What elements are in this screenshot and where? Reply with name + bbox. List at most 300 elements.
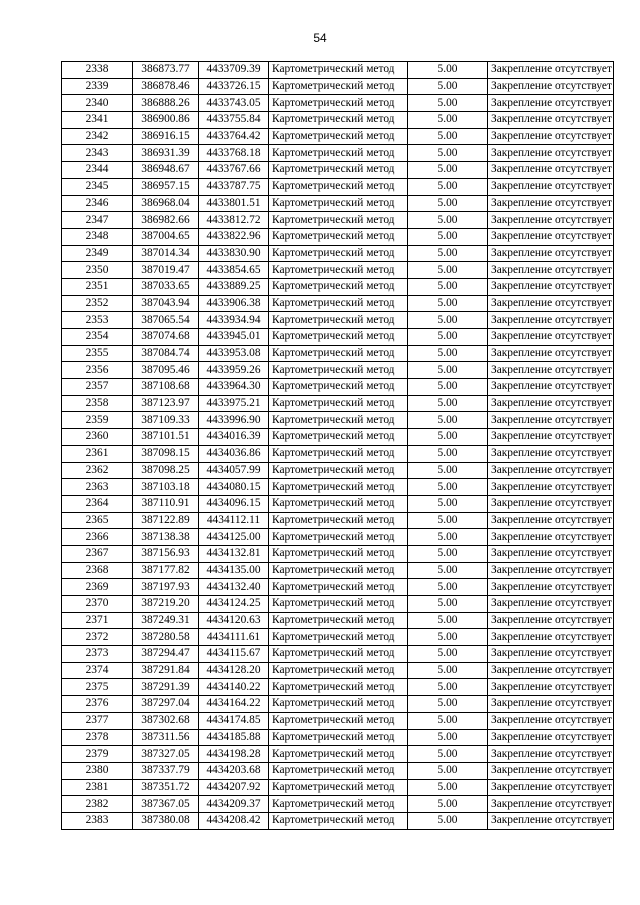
method-cell: Картометрический метод [269,95,408,112]
error-cell: 5.00 [408,462,488,479]
table-row [62,545,614,562]
x-coordinate-cell: 387065.54 [133,312,199,329]
y-coordinate-cell: 4434207.92 [199,779,269,796]
fixing-cell: Закрепление отсутствует [488,295,614,312]
point-number-cell: 2377 [62,712,133,729]
y-coordinate-cell: 4433768.18 [199,145,269,162]
y-coordinate-cell: 4433764.42 [199,128,269,145]
table-row [62,295,614,312]
x-coordinate-cell: 387351.72 [133,779,199,796]
method-cell: Картометрический метод [269,228,408,245]
point-number-cell: 2343 [62,145,133,162]
y-coordinate-cell: 4434164.22 [199,696,269,713]
fixing-cell: Закрепление отсутствует [488,696,614,713]
table-row [62,779,614,796]
point-number-cell: 2353 [62,312,133,329]
method-cell: Картометрический метод [269,145,408,162]
error-cell: 5.00 [408,78,488,95]
point-number-cell: 2362 [62,462,133,479]
fixing-cell: Закрепление отсутствует [488,812,614,829]
y-coordinate-cell: 4434036.86 [199,445,269,462]
table-row [62,646,614,663]
y-coordinate-cell: 4433801.51 [199,195,269,212]
fixing-cell: Закрепление отсутствует [488,62,614,79]
point-number-cell: 2342 [62,128,133,145]
table-row [62,696,614,713]
fixing-cell: Закрепление отсутствует [488,762,614,779]
method-cell: Картометрический метод [269,345,408,362]
y-coordinate-cell: 4433906.38 [199,295,269,312]
x-coordinate-cell: 387084.74 [133,345,199,362]
method-cell: Картометрический метод [269,395,408,412]
table-row [62,162,614,179]
y-coordinate-cell: 4434120.63 [199,612,269,629]
x-coordinate-cell: 387197.93 [133,579,199,596]
point-number-cell: 2348 [62,228,133,245]
method-cell: Картометрический метод [269,512,408,529]
error-cell: 5.00 [408,278,488,295]
table-row [62,379,614,396]
fixing-cell: Закрепление отсутствует [488,729,614,746]
error-cell: 5.00 [408,429,488,446]
error-cell: 5.00 [408,395,488,412]
y-coordinate-cell: 4434096.15 [199,495,269,512]
method-cell: Картометрический метод [269,62,408,79]
point-number-cell: 2356 [62,362,133,379]
error-cell: 5.00 [408,579,488,596]
x-coordinate-cell: 386916.15 [133,128,199,145]
x-coordinate-cell: 386948.67 [133,162,199,179]
table-row [62,362,614,379]
error-cell: 5.00 [408,128,488,145]
table-row [62,128,614,145]
error-cell: 5.00 [408,245,488,262]
error-cell: 5.00 [408,729,488,746]
fixing-cell: Закрепление отсутствует [488,429,614,446]
fixing-cell: Закрепление отсутствует [488,379,614,396]
table-row [62,796,614,813]
method-cell: Картометрический метод [269,312,408,329]
x-coordinate-cell: 387122.89 [133,512,199,529]
y-coordinate-cell: 4434132.40 [199,579,269,596]
y-coordinate-cell: 4434111.61 [199,629,269,646]
table-row [62,278,614,295]
error-cell: 5.00 [408,162,488,179]
table-row [62,245,614,262]
fixing-cell: Закрепление отсутствует [488,362,614,379]
y-coordinate-cell: 4434185.88 [199,729,269,746]
table-row [62,395,614,412]
method-cell: Картометрический метод [269,178,408,195]
x-coordinate-cell: 387327.05 [133,746,199,763]
method-cell: Картометрический метод [269,545,408,562]
point-number-cell: 2383 [62,812,133,829]
table-row [62,612,614,629]
fixing-cell: Закрепление отсутствует [488,512,614,529]
x-coordinate-cell: 387280.58 [133,629,199,646]
method-cell: Картометрический метод [269,245,408,262]
method-cell: Картометрический метод [269,429,408,446]
point-number-cell: 2364 [62,495,133,512]
fixing-cell: Закрепление отсутствует [488,262,614,279]
table-row [62,762,614,779]
x-coordinate-cell: 386900.86 [133,112,199,129]
point-number-cell: 2344 [62,162,133,179]
method-cell: Картометрический метод [269,662,408,679]
error-cell: 5.00 [408,379,488,396]
table-row [62,445,614,462]
point-number-cell: 2378 [62,729,133,746]
table-row [62,228,614,245]
method-cell: Картометрический метод [269,712,408,729]
table-row [62,562,614,579]
x-coordinate-cell: 387291.84 [133,662,199,679]
x-coordinate-cell: 387101.51 [133,429,199,446]
point-number-cell: 2363 [62,479,133,496]
point-number-cell: 2380 [62,762,133,779]
x-coordinate-cell: 386957.15 [133,178,199,195]
method-cell: Картометрический метод [269,362,408,379]
y-coordinate-cell: 4434198.28 [199,746,269,763]
table-row [62,312,614,329]
method-cell: Картометрический метод [269,128,408,145]
fixing-cell: Закрепление отсутствует [488,112,614,129]
x-coordinate-cell: 387019.47 [133,262,199,279]
x-coordinate-cell: 387291.39 [133,679,199,696]
method-cell: Картометрический метод [269,112,408,129]
point-number-cell: 2369 [62,579,133,596]
error-cell: 5.00 [408,295,488,312]
fixing-cell: Закрепление отсутствует [488,529,614,546]
point-number-cell: 2346 [62,195,133,212]
method-cell: Картометрический метод [269,195,408,212]
error-cell: 5.00 [408,612,488,629]
error-cell: 5.00 [408,712,488,729]
table-row [62,529,614,546]
fixing-cell: Закрепление отсутствует [488,228,614,245]
point-number-cell: 2359 [62,412,133,429]
x-coordinate-cell: 386931.39 [133,145,199,162]
table-row [62,629,614,646]
table-row [62,262,614,279]
x-coordinate-cell: 387138.38 [133,529,199,546]
x-coordinate-cell: 387004.65 [133,228,199,245]
y-coordinate-cell: 4434124.25 [199,596,269,613]
error-cell: 5.00 [408,696,488,713]
error-cell: 5.00 [408,228,488,245]
point-number-cell: 2352 [62,295,133,312]
point-number-cell: 2341 [62,112,133,129]
y-coordinate-cell: 4433964.30 [199,379,269,396]
x-coordinate-cell: 386878.46 [133,78,199,95]
point-number-cell: 2349 [62,245,133,262]
method-cell: Картометрический метод [269,445,408,462]
table-row [62,345,614,362]
table-row [62,662,614,679]
table-row [62,178,614,195]
y-coordinate-cell: 4433822.96 [199,228,269,245]
point-number-cell: 2366 [62,529,133,546]
x-coordinate-cell: 387014.34 [133,245,199,262]
method-cell: Картометрический метод [269,729,408,746]
point-number-cell: 2376 [62,696,133,713]
y-coordinate-cell: 4433709.39 [199,62,269,79]
fixing-cell: Закрепление отсутствует [488,662,614,679]
table-row [62,145,614,162]
fixing-cell: Закрепление отсутствует [488,145,614,162]
error-cell: 5.00 [408,112,488,129]
y-coordinate-cell: 4434112.11 [199,512,269,529]
error-cell: 5.00 [408,779,488,796]
x-coordinate-cell: 387249.31 [133,612,199,629]
method-cell: Картометрический метод [269,412,408,429]
error-cell: 5.00 [408,95,488,112]
y-coordinate-cell: 4433889.25 [199,278,269,295]
fixing-cell: Закрепление отсутствует [488,278,614,295]
fixing-cell: Закрепление отсутствует [488,178,614,195]
fixing-cell: Закрепление отсутствует [488,746,614,763]
error-cell: 5.00 [408,796,488,813]
error-cell: 5.00 [408,512,488,529]
y-coordinate-cell: 4433767.66 [199,162,269,179]
x-coordinate-cell: 386982.66 [133,212,199,229]
fixing-cell: Закрепление отсутствует [488,646,614,663]
error-cell: 5.00 [408,529,488,546]
method-cell: Картометрический метод [269,696,408,713]
fixing-cell: Закрепление отсутствует [488,579,614,596]
table-row [62,112,614,129]
error-cell: 5.00 [408,746,488,763]
table-row [62,746,614,763]
fixing-cell: Закрепление отсутствует [488,545,614,562]
x-coordinate-cell: 387098.25 [133,462,199,479]
y-coordinate-cell: 4433726.15 [199,78,269,95]
x-coordinate-cell: 387123.97 [133,395,199,412]
y-coordinate-cell: 4433787.75 [199,178,269,195]
method-cell: Картометрический метод [269,562,408,579]
coordinates-table-body [62,62,614,830]
method-cell: Картометрический метод [269,379,408,396]
y-coordinate-cell: 4434174.85 [199,712,269,729]
point-number-cell: 2367 [62,545,133,562]
table-row [62,212,614,229]
y-coordinate-cell: 4433959.26 [199,362,269,379]
fixing-cell: Закрепление отсутствует [488,128,614,145]
point-number-cell: 2350 [62,262,133,279]
x-coordinate-cell: 386873.77 [133,62,199,79]
point-number-cell: 2354 [62,329,133,346]
y-coordinate-cell: 4433934.94 [199,312,269,329]
x-coordinate-cell: 387109.33 [133,412,199,429]
error-cell: 5.00 [408,145,488,162]
table-row [62,596,614,613]
error-cell: 5.00 [408,812,488,829]
point-number-cell: 2347 [62,212,133,229]
table-row [62,462,614,479]
fixing-cell: Закрепление отсутствует [488,596,614,613]
table-row [62,412,614,429]
fixing-cell: Закрепление отсутствует [488,245,614,262]
x-coordinate-cell: 387108.68 [133,379,199,396]
fixing-cell: Закрепление отсутствует [488,445,614,462]
y-coordinate-cell: 4434208.42 [199,812,269,829]
method-cell: Картометрический метод [269,295,408,312]
point-number-cell: 2361 [62,445,133,462]
fixing-cell: Закрепление отсутствует [488,78,614,95]
table-row [62,78,614,95]
x-coordinate-cell: 387302.68 [133,712,199,729]
x-coordinate-cell: 387380.08 [133,812,199,829]
table-row [62,712,614,729]
error-cell: 5.00 [408,312,488,329]
table-row [62,329,614,346]
method-cell: Картометрический метод [269,462,408,479]
error-cell: 5.00 [408,629,488,646]
fixing-cell: Закрепление отсутствует [488,629,614,646]
error-cell: 5.00 [408,362,488,379]
x-coordinate-cell: 387103.18 [133,479,199,496]
method-cell: Картометрический метод [269,212,408,229]
y-coordinate-cell: 4433812.72 [199,212,269,229]
fixing-cell: Закрепление отсутствует [488,412,614,429]
error-cell: 5.00 [408,195,488,212]
y-coordinate-cell: 4433953.08 [199,345,269,362]
method-cell: Картометрический метод [269,495,408,512]
method-cell: Картометрический метод [269,796,408,813]
y-coordinate-cell: 4434125.00 [199,529,269,546]
error-cell: 5.00 [408,412,488,429]
x-coordinate-cell: 387297.04 [133,696,199,713]
point-number-cell: 2358 [62,395,133,412]
x-coordinate-cell: 387095.46 [133,362,199,379]
method-cell: Картометрический метод [269,812,408,829]
y-coordinate-cell: 4433755.84 [199,112,269,129]
fixing-cell: Закрепление отсутствует [488,479,614,496]
y-coordinate-cell: 4434115.67 [199,646,269,663]
error-cell: 5.00 [408,762,488,779]
table-row [62,812,614,829]
point-number-cell: 2375 [62,679,133,696]
y-coordinate-cell: 4434080.15 [199,479,269,496]
x-coordinate-cell: 387033.65 [133,278,199,295]
table-row [62,679,614,696]
y-coordinate-cell: 4433975.21 [199,395,269,412]
fixing-cell: Закрепление отсутствует [488,495,614,512]
x-coordinate-cell: 387043.94 [133,295,199,312]
method-cell: Картометрический метод [269,629,408,646]
fixing-cell: Закрепление отсутствует [488,796,614,813]
fixing-cell: Закрепление отсутствует [488,679,614,696]
point-number-cell: 2360 [62,429,133,446]
method-cell: Картометрический метод [269,612,408,629]
page-number: 54 [313,31,327,45]
error-cell: 5.00 [408,646,488,663]
fixing-cell: Закрепление отсутствует [488,195,614,212]
point-number-cell: 2374 [62,662,133,679]
y-coordinate-cell: 4434132.81 [199,545,269,562]
table-row [62,729,614,746]
method-cell: Картометрический метод [269,329,408,346]
x-coordinate-cell: 387098.15 [133,445,199,462]
x-coordinate-cell: 387177.82 [133,562,199,579]
fixing-cell: Закрепление отсутствует [488,212,614,229]
table-row [62,512,614,529]
error-cell: 5.00 [408,545,488,562]
y-coordinate-cell: 4434203.68 [199,762,269,779]
error-cell: 5.00 [408,212,488,229]
fixing-cell: Закрепление отсутствует [488,779,614,796]
point-number-cell: 2381 [62,779,133,796]
y-coordinate-cell: 4433945.01 [199,329,269,346]
point-number-cell: 2351 [62,278,133,295]
error-cell: 5.00 [408,329,488,346]
point-number-cell: 2345 [62,178,133,195]
method-cell: Картометрический метод [269,646,408,663]
x-coordinate-cell: 387074.68 [133,329,199,346]
y-coordinate-cell: 4433854.65 [199,262,269,279]
y-coordinate-cell: 4433830.90 [199,245,269,262]
y-coordinate-cell: 4433743.05 [199,95,269,112]
method-cell: Картометрический метод [269,579,408,596]
method-cell: Картометрический метод [269,679,408,696]
method-cell: Картометрический метод [269,78,408,95]
table-row [62,95,614,112]
y-coordinate-cell: 4433996.90 [199,412,269,429]
x-coordinate-cell: 386888.26 [133,95,199,112]
table-row [62,429,614,446]
x-coordinate-cell: 387219.20 [133,596,199,613]
x-coordinate-cell: 387156.93 [133,545,199,562]
fixing-cell: Закрепление отсутствует [488,395,614,412]
x-coordinate-cell: 386968.04 [133,195,199,212]
error-cell: 5.00 [408,62,488,79]
fixing-cell: Закрепление отсутствует [488,712,614,729]
method-cell: Картометрический метод [269,746,408,763]
table-row [62,62,614,79]
point-number-cell: 2340 [62,95,133,112]
fixing-cell: Закрепление отсутствует [488,329,614,346]
fixing-cell: Закрепление отсутствует [488,312,614,329]
x-coordinate-cell: 387367.05 [133,796,199,813]
error-cell: 5.00 [408,178,488,195]
method-cell: Картометрический метод [269,762,408,779]
table-row [62,479,614,496]
y-coordinate-cell: 4434135.00 [199,562,269,579]
error-cell: 5.00 [408,662,488,679]
fixing-cell: Закрепление отсутствует [488,612,614,629]
error-cell: 5.00 [408,445,488,462]
fixing-cell: Закрепление отсутствует [488,162,614,179]
error-cell: 5.00 [408,479,488,496]
x-coordinate-cell: 387294.47 [133,646,199,663]
x-coordinate-cell: 387311.56 [133,729,199,746]
table-row [62,579,614,596]
error-cell: 5.00 [408,345,488,362]
error-cell: 5.00 [408,262,488,279]
method-cell: Картометрический метод [269,779,408,796]
x-coordinate-cell: 387337.79 [133,762,199,779]
y-coordinate-cell: 4434140.22 [199,679,269,696]
method-cell: Картометрический метод [269,262,408,279]
error-cell: 5.00 [408,596,488,613]
point-number-cell: 2355 [62,345,133,362]
coordinates-table [61,61,614,830]
table-row [62,495,614,512]
y-coordinate-cell: 4434128.20 [199,662,269,679]
method-cell: Картометрический метод [269,529,408,546]
point-number-cell: 2370 [62,596,133,613]
method-cell: Картометрический метод [269,278,408,295]
